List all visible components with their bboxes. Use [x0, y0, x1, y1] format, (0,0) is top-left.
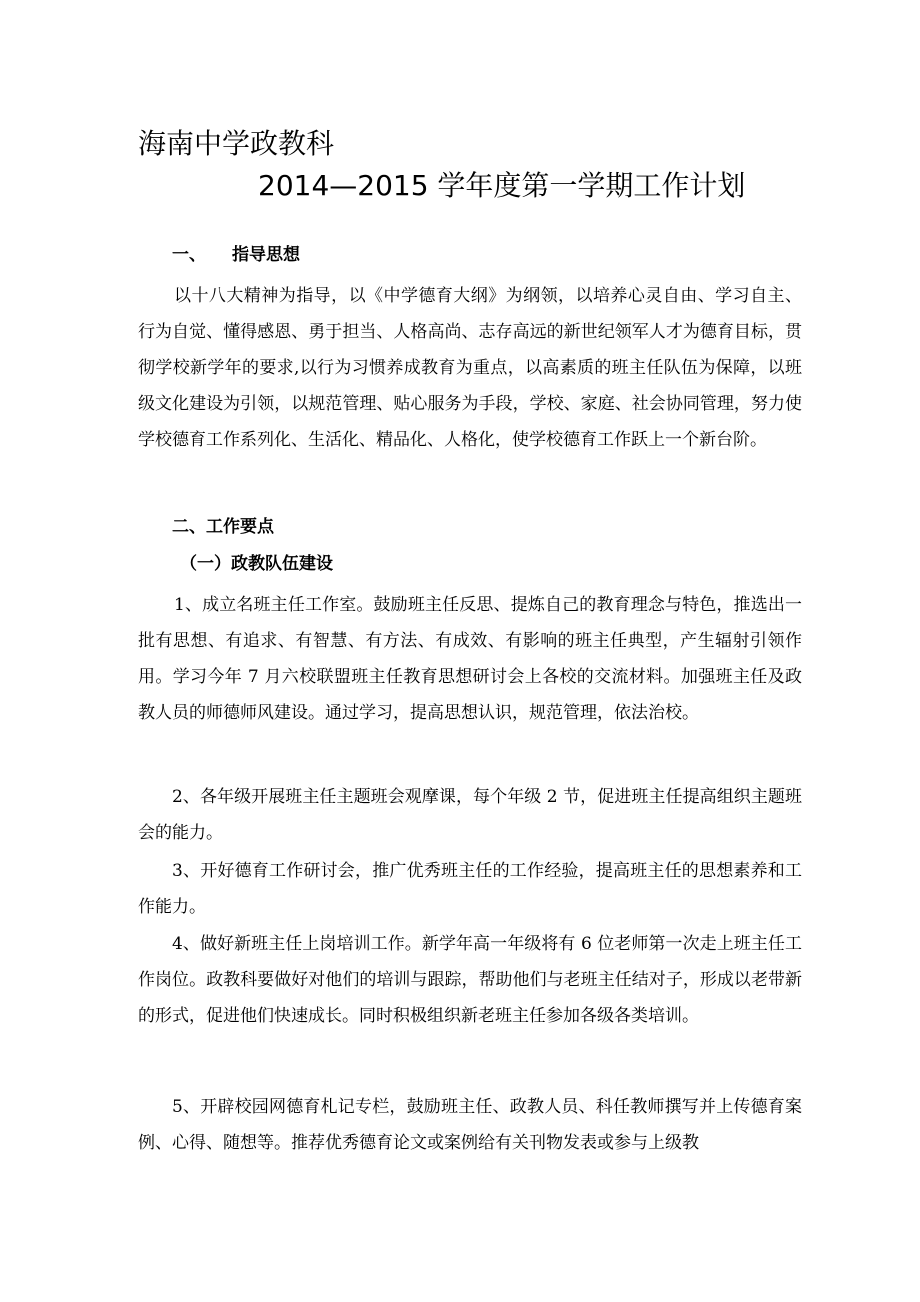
subsection-heading-team-building: （一）政教队伍建设: [180, 554, 333, 574]
work-item-1: 1、成立名班主任工作室。鼓励班主任反思、提炼自己的教育理念与特色，推选出一批有思想、有追求、有智慧、有方法、有成效、有影响的班主任典型，产生辐射引领作用。学习今年 7 月六校联盟班主任教育思想研讨会上各校的交流材料。加强班主任及政教人员的师德师风建设。通过学习，提高思想认识，规范管理，依法治校。: [138, 595, 802, 723]
work-item-3: 3、开好德育工作研讨会，推广优秀班主任的工作经验，提高班主任的思想素养和工作能力。: [138, 861, 802, 917]
work-item-4: 4、做好新班主任上岗培训工作。新学年高一年级将有 6 位老师第一次走上班主任工作岗位。政教科要做好对他们的培训与跟踪，帮助他们与老班主任结对子，形成以老带新的形式，促进他们快速成长。同时积极组织新老班主任参加各级各类培训。: [138, 934, 802, 1026]
section-heading-text: 指导思想: [232, 245, 300, 265]
guiding-thought-paragraph: 以十八大精神为指导，以《中学德育大纲》为纲领，以培养心灵自由、学习自主、行为自觉、懂得感恩、勇于担当、人格高尚、志存高远的新世纪领军人才为德育目标，贯彻学校新学年的要求,以行为习惯养成教育为重点，以高素质的班主任队伍为保障，以班级文化建设为引领，以规范管理、贴心服务为手段，学校、家庭、社会协同管理，努力使学校德育工作系列化、生活化、精品化、人格化，使学校德育工作跃上一个新台阶。: [138, 286, 802, 450]
section-heading-work-points: 二、工作要点: [172, 517, 274, 537]
section-number: 一、: [172, 245, 206, 265]
document-title-org: 海南中学政教科: [138, 127, 335, 160]
section-heading-guiding-thought: [172, 243, 300, 267]
work-item-2: 2、各年级开展班主任主题班会观摩课，每个年级 2 节，促进班主任提高组织主题班会的能力。: [138, 787, 802, 843]
document-title-plan: 2014—2015 学年度第一学期工作计划: [258, 169, 746, 202]
work-item-5: 5、开辟校园网德育札记专栏，鼓励班主任、政教人员、科任教师撰写并上传德育案例、心得、随想等。推荐优秀德育论文或案例给有关刊物发表或参与上级教: [138, 1097, 802, 1153]
